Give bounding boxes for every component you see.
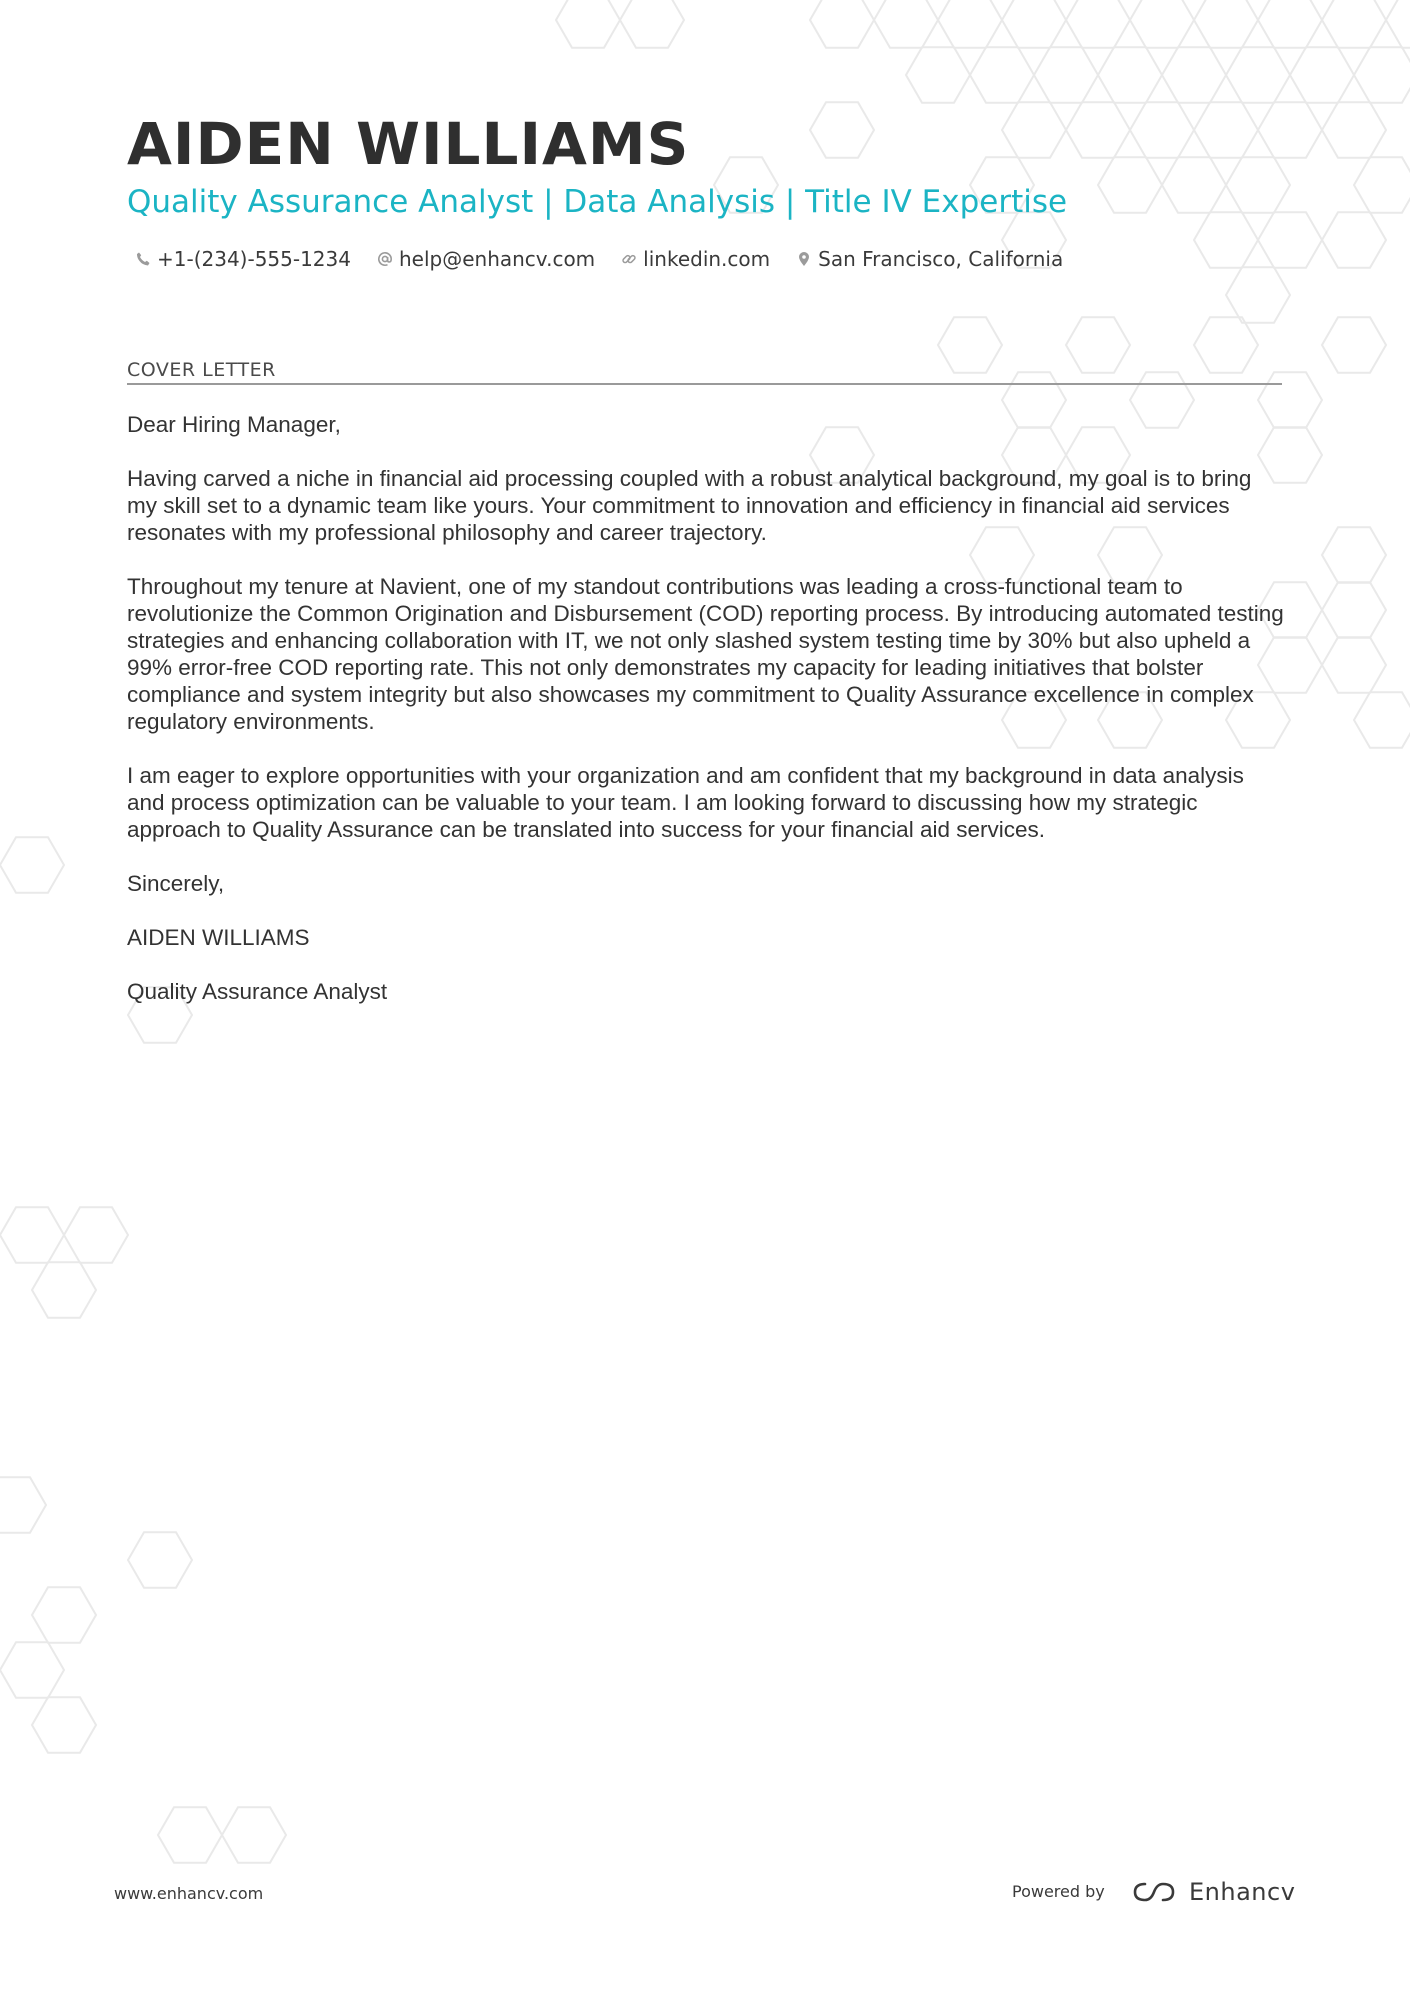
link-icon bbox=[621, 251, 637, 267]
footer-website-link[interactable]: www.enhancv.com bbox=[114, 1884, 264, 1903]
section-title: COVER LETTER bbox=[127, 359, 276, 381]
letter-paragraph: Having carved a niche in financial aid processing coupled with a robust analytical background, my goal is to bring my skill set to a dynamic team like yours. Your commitment to innovation and efficiency in financial aid services resonates with my professional philosophy and career trajectory. bbox=[127, 466, 1252, 545]
contact-location bbox=[796, 247, 1063, 271]
phone-icon bbox=[135, 251, 151, 267]
letter-greeting: Dear Hiring Manager, bbox=[127, 412, 341, 437]
contact-linkedin[interactable] bbox=[621, 247, 770, 271]
contact-linkedin-text: linkedin.com bbox=[643, 247, 771, 271]
letter-paragraph: I am eager to explore opportunities with your organization and am confident that my background in data analysis and process optimization can be valuable to your team. I am looking forward to discussing how my strategic approach to Quality Assurance can be translated into success for your financial aid services. bbox=[127, 763, 1244, 842]
enhancv-logo-icon bbox=[1131, 1879, 1177, 1905]
location-pin-icon bbox=[796, 251, 812, 267]
candidate-name: AIDEN WILLIAMS bbox=[127, 110, 690, 178]
contact-phone-text: +1-(234)-555-1234 bbox=[157, 247, 351, 271]
candidate-headline: Quality Assurance Analyst | Data Analysis | Title IV Expertise bbox=[127, 184, 1068, 220]
signature-name: AIDEN WILLIAMS bbox=[127, 925, 310, 950]
letter-paragraph: Throughout my tenure at Navient, one of my standout contributions was leading a cross-functional team to revolutionize the Common Origination and Disbursement (COD) reporting process. By introducing automated testing strategies and enhancing collaboration with IT, we not only slashed system testing time by 30% but also upheld a 99% error-free COD reporting rate. This not only demonstrates my capacity for leading initiatives that bolster compliance and system integrity but also showcases my commitment to Quality Assurance excellence in complex regulatory environments. bbox=[127, 574, 1284, 734]
contact-location-text: San Francisco, California bbox=[818, 247, 1064, 271]
contact-email[interactable] bbox=[377, 247, 595, 271]
contact-email-text: help@enhancv.com bbox=[398, 247, 596, 271]
footer-brand-logo[interactable] bbox=[1131, 1877, 1295, 1907]
signature-title: Quality Assurance Analyst bbox=[127, 979, 388, 1004]
letter-closing: Sincerely, bbox=[127, 871, 225, 896]
at-icon bbox=[377, 251, 393, 267]
footer-powered-by: Powered by bbox=[1012, 1882, 1105, 1901]
contact-row bbox=[135, 244, 1089, 274]
letter-body bbox=[127, 411, 1287, 1032]
section-divider bbox=[127, 383, 1282, 385]
footer-brand-name: Enhancv bbox=[1189, 1878, 1296, 1906]
contact-phone[interactable] bbox=[135, 247, 351, 271]
